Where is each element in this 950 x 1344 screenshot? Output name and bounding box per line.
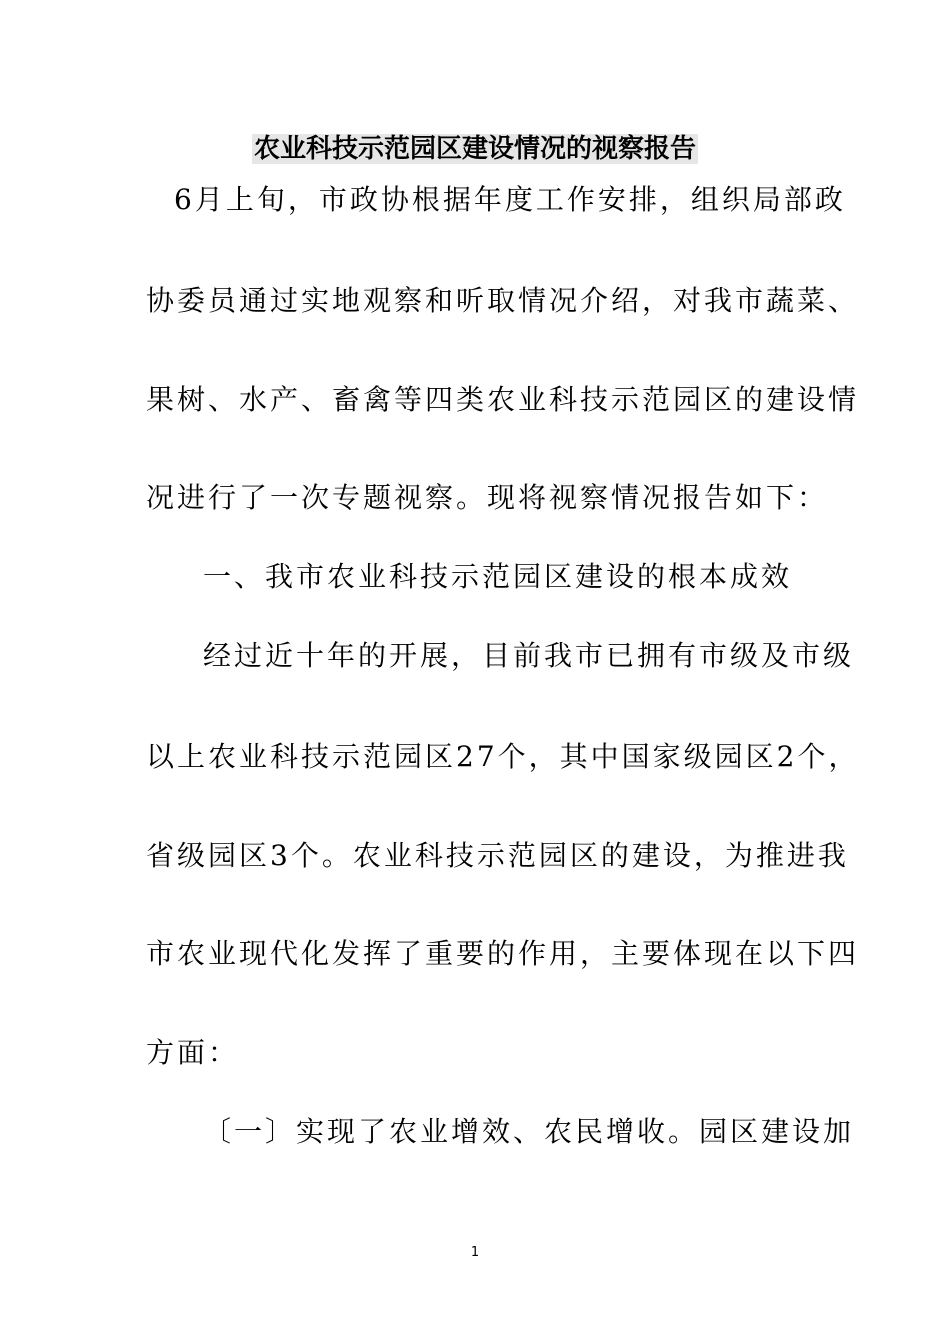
- paragraph-line-4: 况进行了一次专题视察。现将视察情况报告如下：: [146, 481, 829, 514]
- paragraph-line-5: 经过近十年的开展，目前我市已拥有市级及市级: [203, 639, 855, 672]
- section-heading-1: 一、我市农业科技示范园区建设的根本成效: [203, 560, 793, 593]
- paragraph-line-6: 以上农业科技示范园区27个，其中国家级园区2个，: [146, 740, 860, 773]
- paragraph-line-9: 方面：: [146, 1036, 240, 1069]
- paragraph-line-1: 6月上旬，市政协根据年度工作安排，组织局部政: [174, 183, 846, 216]
- paragraph-line-3: 果树、水产、畜禽等四类农业科技示范园区的建设情: [146, 383, 860, 416]
- paragraph-line-10: 〔一〕实现了农业增效、农民增收。园区建设加: [203, 1115, 855, 1148]
- paragraph-line-8: 市农业现代化发挥了重要的作用，主要体现在以下四: [146, 937, 860, 970]
- document-title-text: 农业科技示范园区建设情况的视察报告: [253, 134, 696, 164]
- document-title: [0, 131, 950, 167]
- paragraph-line-2: 协委员通过实地观察和听取情况介绍，对我市蔬菜、: [146, 284, 860, 317]
- page-number: 1: [470, 1245, 480, 1260]
- paragraph-line-7: 省级园区3个。农业科技示范园区的建设，为推进我: [146, 839, 849, 872]
